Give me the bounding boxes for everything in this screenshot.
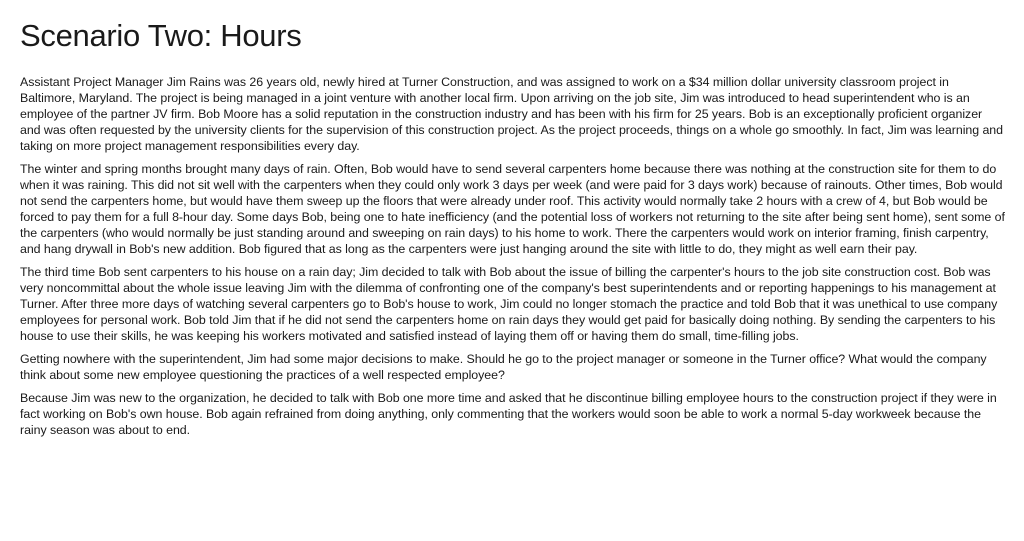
paragraph-3: The third time Bob sent carpenters to his house on a rain day; Jim decided to talk with Bob about the issue of billing the carpenter's hours to the job site construction cost. Bob was very noncommittal about the whole issue leaving Jim with the dilemma of confronting one of the company's best superintendents and or reporting happenings to his management at Turner. After three more days of watching several carpenters go to Bob's house to work, Jim could no longer stomach the practice and told Bob that it was unethical to use company employees for personal work. Bob told Jim that if he did not send the carpenters home on rain days they would get paid for basically doing nothing. By sending the carpenters to his house to use their skills, he was keeping his workers motivated and satisfied instead of laying them off or having them do small, time-filling jobs. xyxy=(20,265,998,344)
paragraph-1: Assistant Project Manager Jim Rains was 26 years old, newly hired at Turner Construction, and was assigned to work on a $34 million dollar university classroom project in Baltimore, Maryland. The project is being managed in a joint venture with another local firm. Upon arriving on the job site, Jim was introduced to head superintendent who is an employee of the partner JV firm. Bob Moore has a solid reputation in the construction industry and has been with his firm for 25 years. Bob is an exceptionally proficient organizer and was often requested by the university clients for the supervision of this construction project. As the project proceeds, things on a whole go smoothly. In fact, Jim was learning and taking on more project management responsibilities every day. xyxy=(20,75,1003,154)
paragraph-4: Getting nowhere with the superintendent, Jim had some major decisions to make. Should he go to the project manager or someone in the Turner office? What would the company think about some new employee questioning the practices of a well respected employee? xyxy=(20,352,987,383)
paragraph-2: The winter and spring months brought many days of rain. Often, Bob would have to send several carpenters home because there was nothing at the construction site for them to do when it was raining. This did not sit well with the carpenters when they could only work 3 days per week (and were paid for 3 days work) because of rainouts. Other times, Bob would not send the carpenters home, but would have them sweep up the floors that were already under roof. This activity would normally take 2 hours with a crew of 4, but Bob would be forced to pay them for a full 8-hour day. Some days Bob, being one to hate inefficiency (and the potential loss of workers not returning to the site after being sent home), sent some of the carpenters (who would normally be just standing around and sweeping on rain days) to his home to work. There the carpenters would work on interior framing, finish carpentry, and hang drywall in Bob's new addition. Bob figured that as long as the carpenters were just hanging around the site with little to do, they might as well earn their pay. xyxy=(20,161,1005,257)
slide-title: Scenario Two: Hours xyxy=(20,18,302,53)
paragraph-5: Because Jim was new to the organization, he decided to talk with Bob one more time and asked that he discontinue billing employee hours to the construction project if they were in fact working on Bob's own house. Bob again refrained from doing anything, only commenting that the workers would soon be able to work a normal 5-day workweek because the rainy season was about to end. xyxy=(20,390,997,437)
slide-body xyxy=(20,74,1006,444)
